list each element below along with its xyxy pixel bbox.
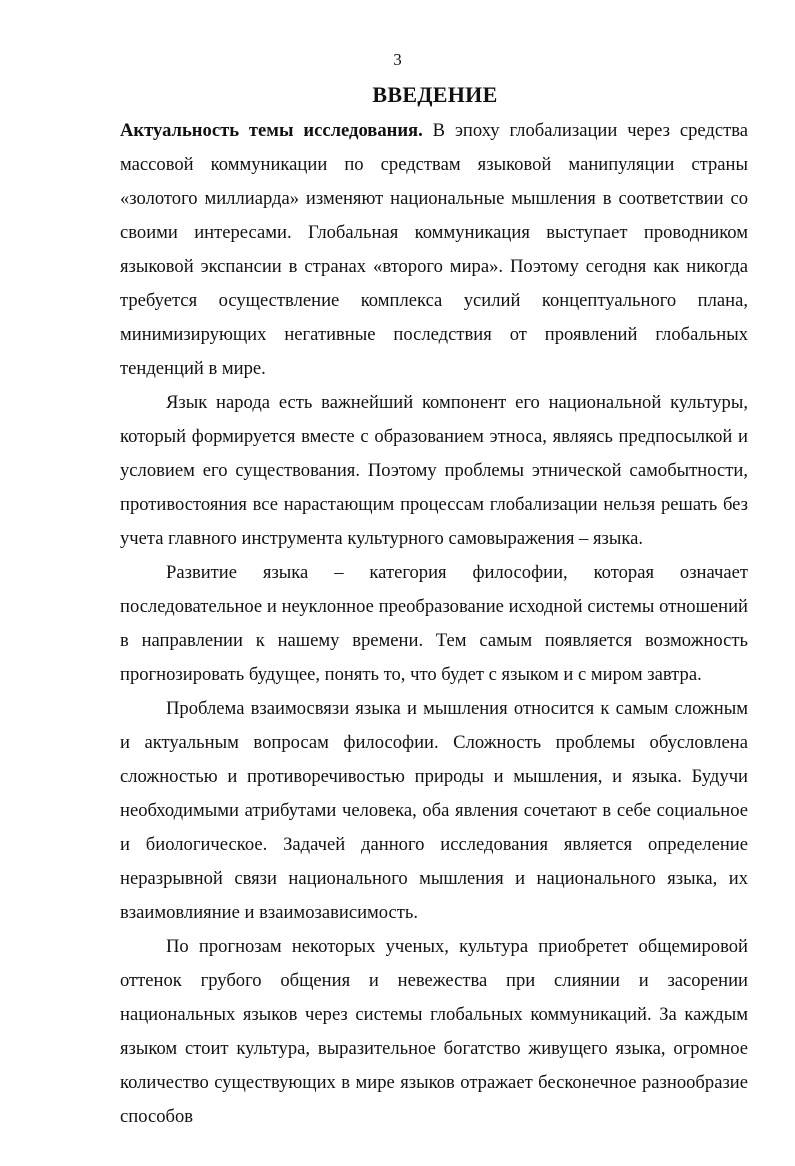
paragraph-forecasts: По прогнозам некоторых ученых, культура приобретет общемировой оттенок грубого общения и невежества при слиянии и засорении национальных языков через системы глобальных коммуникаций. За каждым языком стоит культура, выразительное богатство живущего языка, огромное количество существующих в мире языков отражает бесконечное разнообразие способов xyxy=(120,936,748,1127)
page-number: 3 xyxy=(393,50,402,69)
paragraph-relevance xyxy=(120,114,748,386)
paragraph-language-thinking: Проблема взаимосвязи языка и мышления относится к самым сложным и актуальным вопросам философии. Сложность проблемы обусловлена сложностью и противоречивостью природы и мышления, и языка. Будучи необходимыми атрибутами человека, оба явления сочетают в себе социальное и биологическое. Задачей данного исследования является определение неразрывной связи национального мышления и национального языка, их взаимовлияние и взаимозависимость. xyxy=(120,698,748,923)
paragraph-language-development: Развитие языка – категория философии, которая означает последовательное и неуклонное преобразование исходной системы отношений в направлении к нашему времени. Тем самым появляется возможность прогнозировать будущее, понять то, что будет с языком и с миром завтра. xyxy=(120,562,748,685)
paragraph-language-culture: Язык народа есть важнейший компонент его национальной культуры, который формируется вместе с образованием этноса, являясь предпосылкой и условием его существования. Поэтому проблемы этнической самобытности, противостояния все нарастающим процессам глобализации нельзя решать без учета главного инструмента культурного самовыражения – языка. xyxy=(120,392,748,549)
section-heading: ВВЕДЕНИЕ xyxy=(372,82,498,107)
paragraph-text: В эпоху глобализации через средства массовой коммуникации по средствам языковой манипуляции страны «золотого миллиарда» изменяют национальные мышления в соответствии со своими интересами. Глобальная коммуникация выступает проводником языковой экспансии в странах «второго мира». Поэтому сегодня как никогда требуется осуществление комплекса усилий концептуального плана, минимизирующих негативные последствия от проявлений глобальных тенденций в мире. xyxy=(120,120,748,379)
paragraph-lead: Актуальность темы исследования. xyxy=(120,120,423,141)
body-text xyxy=(120,114,748,1134)
